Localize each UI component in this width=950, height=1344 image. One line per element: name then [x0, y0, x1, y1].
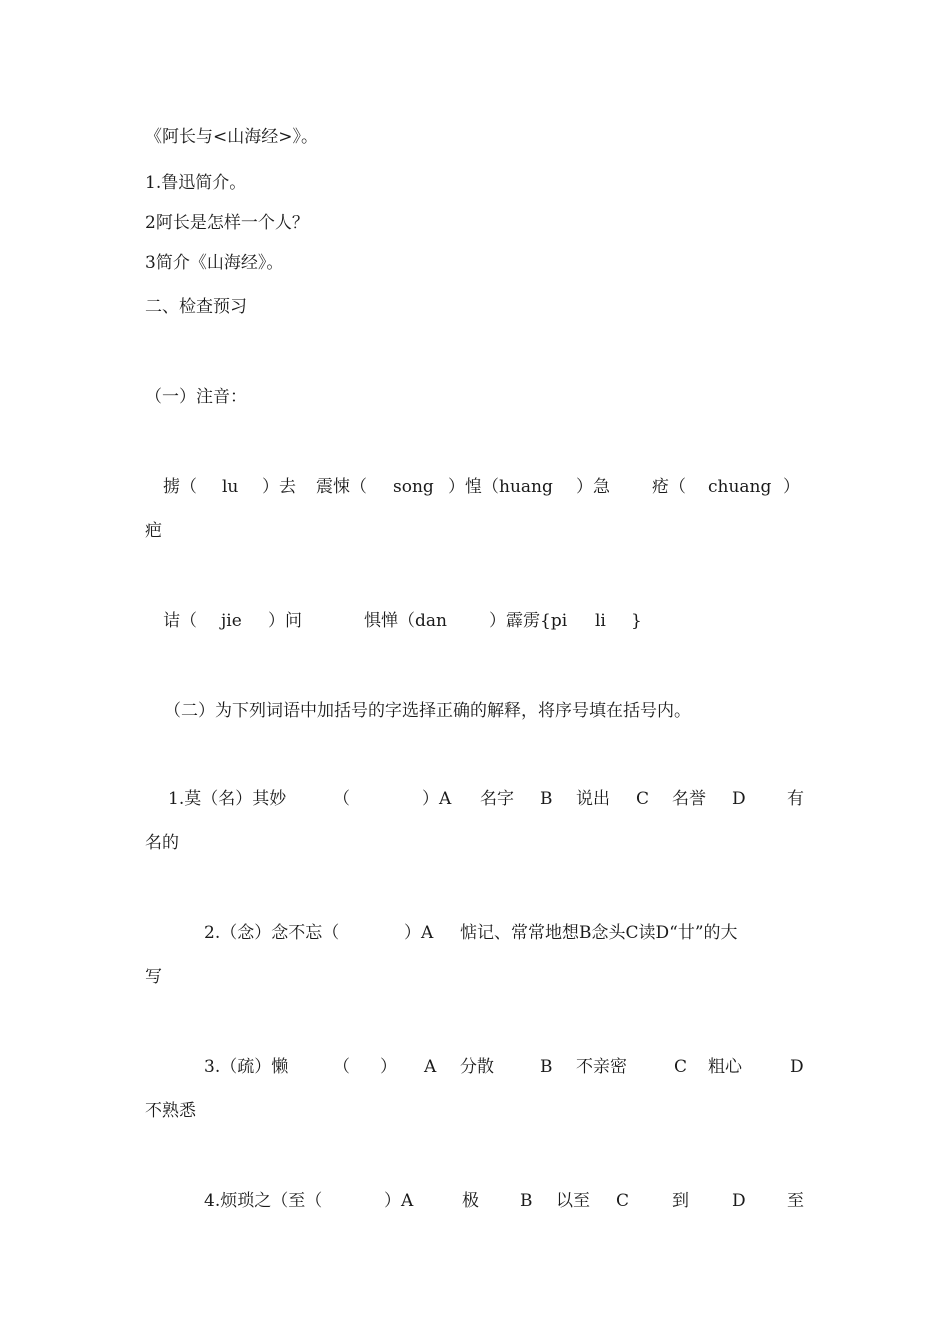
option-d: D: [732, 789, 746, 809]
answer-blank: （: [333, 1057, 350, 1077]
question-3-stem: 3.（疏）懒: [204, 1057, 289, 1077]
pinyin-seg: lu: [222, 477, 239, 497]
pinyin-seg: 震悚（: [316, 477, 367, 497]
option-b: B: [540, 789, 553, 809]
option-text: 名字: [480, 789, 514, 809]
option-text: 分散: [460, 1057, 494, 1077]
pinyin-line-1: [0, 476, 950, 498]
part2-heading: （二）为下列词语中加括号的字选择正确的解释，将序号填在括号内。: [164, 701, 691, 721]
option-text: 名誉: [672, 789, 706, 809]
pinyin-seg: ）: [783, 477, 800, 497]
pinyin-seg: jie: [221, 611, 242, 631]
option-b: B: [520, 1191, 533, 1211]
question-1-cont: 名的: [145, 833, 179, 853]
pinyin-seg: 诘（: [163, 611, 197, 631]
option-d: D: [790, 1057, 804, 1077]
question-3: [0, 1056, 950, 1078]
pinyin-line-1-cont: 疤: [145, 521, 162, 541]
pinyin-seg: 疮（: [652, 477, 686, 497]
passage-title: 《阿长与<山海经>》。: [145, 127, 318, 147]
pinyin-seg: song: [393, 477, 434, 497]
option-a: ）A: [422, 789, 452, 809]
answer-blank: ）: [380, 1057, 397, 1077]
pinyin-seg: ）霹雳{pi: [489, 611, 568, 631]
intro-item-2: 2阿长是怎样一个人？: [145, 213, 309, 233]
intro-item-1: 1.鲁迅简介。: [145, 173, 247, 193]
pinyin-seg: ）问: [268, 611, 302, 631]
option-d: D: [732, 1191, 746, 1211]
answer-blank: （: [333, 789, 350, 809]
option-c: C: [616, 1191, 630, 1211]
question-2-stem: 2.（念）念不忘（: [204, 923, 340, 943]
question-4-stem: 4.烦琐之（至（: [204, 1191, 323, 1211]
option-text: 有: [787, 789, 804, 809]
option-text: 至: [787, 1191, 804, 1211]
pinyin-seg: li: [595, 611, 606, 631]
option-a: ）A: [404, 923, 434, 943]
question-1: [0, 788, 950, 810]
question-1-stem: 1.莫（名）其妙: [168, 789, 287, 809]
pinyin-line-2: [0, 610, 950, 632]
pinyin-seg: ）急: [576, 477, 610, 497]
part1-heading: （一）注音：: [145, 387, 247, 407]
pinyin-seg: ）惶（huang: [448, 477, 553, 497]
option-a: ）A: [384, 1191, 414, 1211]
option-text: 极: [462, 1191, 479, 1211]
option-text: 说出: [576, 789, 610, 809]
pinyin-seg: 掳（: [163, 477, 197, 497]
option-text: 以至: [556, 1191, 590, 1211]
intro-item-3: 3简介《山海经》。: [145, 253, 284, 273]
option-c: C: [674, 1057, 688, 1077]
section-heading: 二、检查预习: [145, 297, 247, 317]
option-text: 到: [672, 1191, 689, 1211]
question-2: [0, 922, 950, 944]
option-b: B: [540, 1057, 553, 1077]
pinyin-seg: ）去: [262, 477, 296, 497]
option-c: C: [636, 789, 650, 809]
option-text: 不亲密: [576, 1057, 627, 1077]
option-text: 惦记、常常地想B念头C读D“廿”的大: [460, 923, 738, 943]
pinyin-seg: }: [631, 611, 642, 631]
question-3-cont: 不熟悉: [145, 1101, 196, 1121]
option-text: 粗心: [708, 1057, 742, 1077]
question-2-cont: 写: [145, 967, 162, 987]
option-a: A: [424, 1057, 437, 1077]
question-4: [0, 1190, 950, 1212]
pinyin-seg: chuang: [708, 477, 772, 497]
pinyin-seg: 惧惮（dan: [364, 611, 447, 631]
